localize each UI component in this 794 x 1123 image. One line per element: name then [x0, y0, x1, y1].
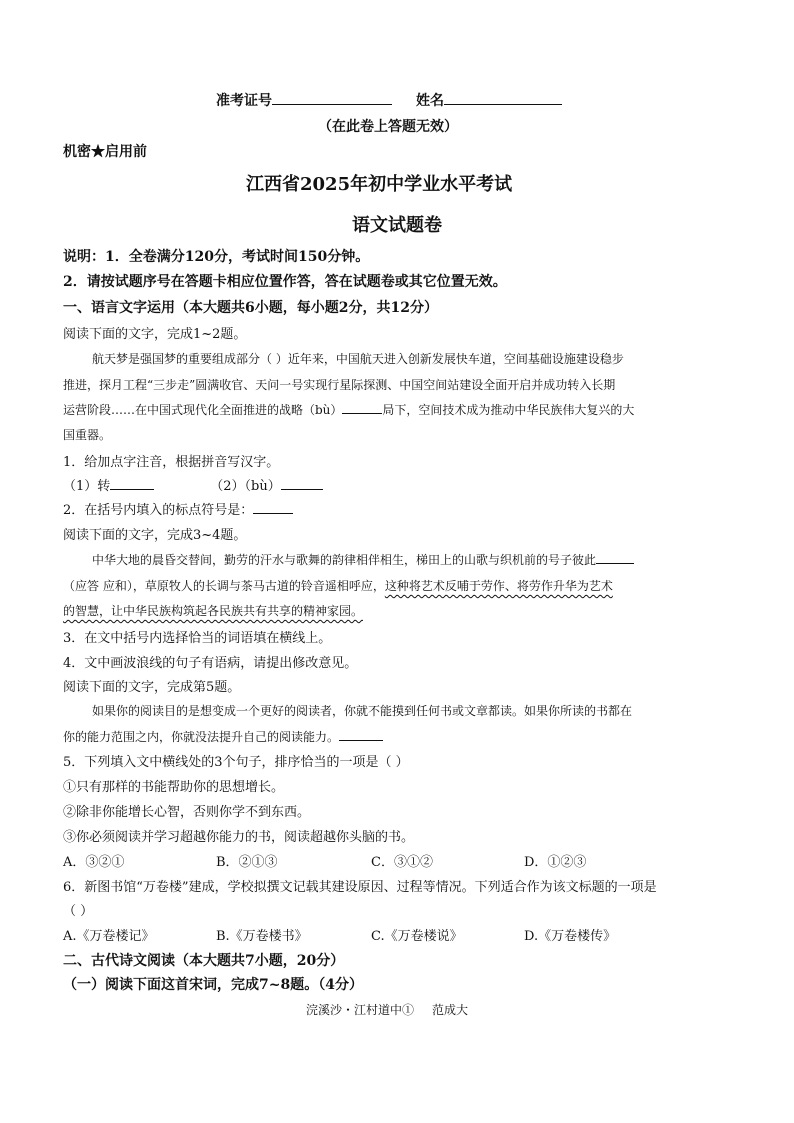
passage2-line2	[63, 577, 613, 594]
name-label: 姓名	[416, 93, 444, 109]
question-4: 4．文中画波浪线的句子有语病，请提出修改意见。	[63, 656, 358, 671]
read1-intro: 阅读下面的文字，完成1~2题。	[63, 327, 247, 342]
passage1-line3	[63, 401, 634, 418]
read2-intro: 阅读下面的文字，完成3~4题。	[63, 528, 247, 543]
exam-id-blank[interactable]	[272, 92, 392, 105]
secret-mark: 机密★启用前	[63, 144, 147, 160]
q2-blank[interactable]	[253, 501, 293, 514]
name-blank[interactable]	[444, 92, 562, 105]
q5-sentence-2: ②除非你能增长心智，否则你学不到东西。	[63, 805, 311, 820]
page-subtitle: 语文试题卷	[352, 215, 442, 236]
passage1-line2: 推进，探月工程“三步走”圆满收官、天问一号实现行星际探测、中国空间站建设全面开启并成功转入长期	[63, 378, 616, 392]
q6-option-a[interactable]: A.《万卷楼记》	[63, 929, 155, 944]
exam-id-line	[216, 90, 562, 110]
invalid-note: （在此卷上答题无效）	[318, 119, 458, 135]
question-5: 5．下列填入文中横线处的3个句子，排序恰当的一项是（ ）	[63, 755, 409, 770]
q1-part2-label: （2）（bù）	[210, 479, 281, 494]
passage2-line2a: （应答 应和），草原牧人的长调与茶马古道的铃音遥相呼应，	[63, 579, 385, 593]
question-6-line2: （ ）	[63, 904, 94, 919]
q6-option-d[interactable]: D.《万卷楼传》	[524, 929, 617, 944]
q5-option-d[interactable]: D．①②③	[524, 855, 587, 870]
q2-text: 2．在括号内填入的标点符号是：	[63, 503, 254, 518]
section1-heading: 一、语言文字运用（本大题共6小题，每小题2分，共12分）	[63, 300, 438, 316]
passage2-line2b-wavy: 这种将艺术反哺于劳作、将劳作升华为艺术	[384, 579, 613, 593]
passage3-line2-text: 你的能力范围之内，你就没法提升自己的阅读能力。	[63, 730, 340, 744]
passage3-blank[interactable]	[339, 728, 383, 741]
passage3-line2	[63, 728, 383, 745]
q1-part1-label: （1）转	[63, 479, 111, 494]
passage2-blank[interactable]	[596, 551, 634, 564]
q6-option-b[interactable]: B.《万卷楼书》	[216, 929, 308, 944]
q1-part1-blank[interactable]	[110, 477, 154, 490]
note-2: 2．请按试题序号在答题卡相应位置作答，答在试题卷或其它位置无效。	[63, 274, 507, 290]
q6-option-c[interactable]: C.《万卷楼说》	[371, 929, 463, 944]
note-1: 说明：1．全卷满分120分，考试时间150分钟。	[63, 249, 370, 265]
q5-option-a[interactable]: A．③②①	[63, 855, 125, 870]
page-title: 江西省2025年初中学业水平考试	[246, 174, 513, 195]
passage2-line1	[92, 551, 634, 568]
q5-option-b[interactable]: B．②①③	[216, 855, 278, 870]
q5-option-c[interactable]: C．③①②	[371, 855, 433, 870]
section2-sub1: （一）阅读下面这首宋词，完成7~8题。（4分）	[63, 977, 363, 993]
q5-sentence-1: ①只有那样的书能帮助你的思想增长。	[63, 780, 285, 795]
question-1: 1．给加点字注音，根据拼音写汉字。	[63, 455, 280, 470]
q5-sentence-3: ③你必须阅读并学习超越你能力的书，阅读超越你头脑的书。	[63, 830, 415, 845]
passage1-line3a: 运营阶段……在中国式现代化全面推进的战略（bù）	[63, 403, 343, 417]
poem-title: 浣溪沙・江村道中①	[306, 1003, 415, 1017]
read3-intro: 阅读下面的文字，完成第5题。	[63, 680, 241, 695]
question-1-parts	[63, 475, 323, 494]
poem-author: 范成大	[432, 1003, 469, 1017]
question-2	[63, 499, 293, 518]
blank-bu[interactable]	[342, 401, 382, 414]
question-3: 3．在文中括号内选择恰当的词语填在横线上。	[63, 631, 332, 646]
passage1-line4: 国重器。	[63, 428, 112, 442]
passage1-line3b: 局下，空间技术成为推动中华民族伟大复兴的大	[382, 403, 635, 417]
passage3-line1: 如果你的阅读目的是想变成一个更好的阅读者，你就不能摸到任何书或文章都读。如果你所读的书都在	[92, 704, 633, 718]
passage2-line1-text: 中华大地的晨昏交替间，勤劳的汗水与歌舞的韵律相伴相生，梯田上的山歌与织机前的号子彼此	[92, 553, 597, 567]
section2-heading: 二、古代诗文阅读（本大题共7小题，20分）	[63, 953, 345, 969]
q1-part2-blank[interactable]	[281, 477, 323, 490]
question-6-line1: 6．新图书馆“万卷楼”建成，学校拟撰文记载其建设原因、过程等情况。下列适合作为该文标题的一项是	[63, 880, 657, 895]
exam-id-label: 准考证号	[216, 93, 272, 109]
passage1-line1: 航天梦是强国梦的重要组成部分（ ）近年来，中国航天进入创新发展快车道，空间基础设施建设稳步	[92, 352, 624, 366]
passage2-line3-wavy: 的智慧，让中华民族构筑起各民族共有共享的精神家园。	[63, 604, 364, 618]
poem-title-line	[306, 1001, 468, 1018]
